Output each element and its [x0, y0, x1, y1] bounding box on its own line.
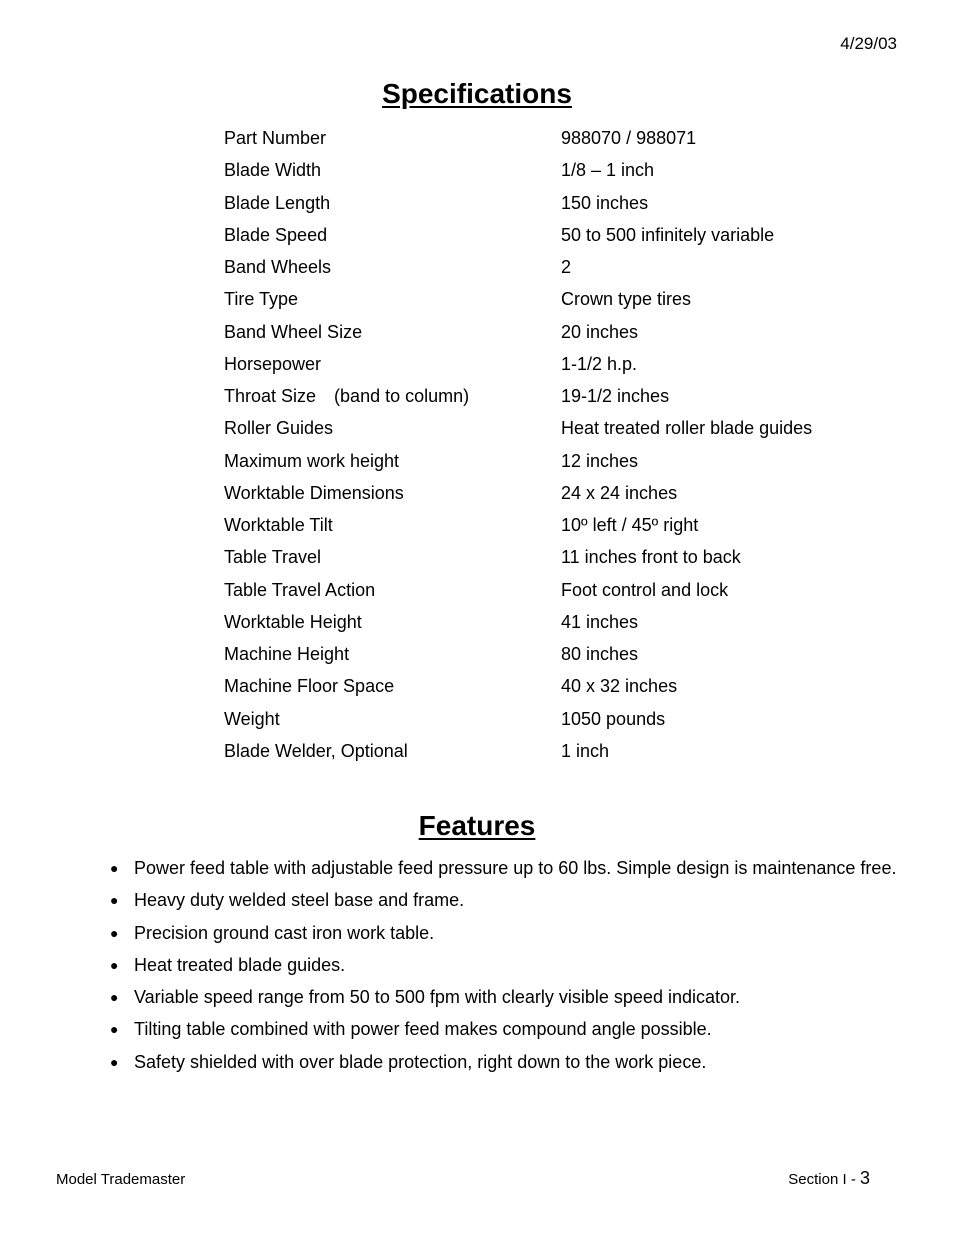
bullet-icon: ● [110, 1021, 119, 1038]
bullet-icon: ● [110, 989, 119, 1006]
specifications-heading: Specifications [382, 78, 572, 109]
spec-value: 41 inches [561, 611, 639, 632]
feature-item [110, 949, 910, 981]
bullet-icon: ● [110, 860, 119, 876]
spec-label-note: (band to column) [334, 386, 470, 406]
spec-value: 150 inches [561, 192, 649, 213]
spec-label: Table Travel Action [224, 579, 376, 600]
feature-text: Safety shielded with over blade protection, right down to the work piece. [134, 1051, 707, 1072]
spec-label-throat-size [224, 380, 469, 412]
bullet-icon: ● [110, 924, 119, 941]
spec-label: Worktable Height [224, 611, 362, 632]
feature-item [110, 1013, 910, 1045]
spec-label: Blade Speed [224, 224, 328, 245]
spec-value: 1 inch [561, 740, 610, 761]
spec-label: Machine Floor Space [224, 676, 395, 697]
spec-label: Maximum work height [224, 450, 400, 471]
features-heading: Features [418, 810, 536, 841]
spec-label: Tire Type [224, 289, 299, 310]
page-number: 3 [859, 1168, 870, 1188]
spec-label: Band Wheel Size [224, 321, 363, 342]
spec-value: Heat treated roller blade guides [561, 418, 813, 439]
spec-label-text: Throat Size [224, 386, 317, 406]
spec-label: Worktable Dimensions [224, 482, 404, 503]
feature-text: Power feed table with adjustable feed pressure up to 60 lbs. Simple design is maintenance free. [134, 858, 897, 878]
spec-label: Horsepower [224, 353, 322, 374]
feature-text: Precision ground cast iron work table. [134, 922, 435, 943]
feature-item [110, 917, 910, 949]
spec-label: Weight [224, 708, 280, 729]
feature-text: Heat treated blade guides. [134, 954, 346, 975]
feature-item [110, 852, 910, 884]
bullet-icon: ● [110, 892, 119, 909]
footer-section-label: Section I - [788, 1171, 860, 1188]
spec-value: 988070 / 988071 [561, 128, 697, 148]
spec-value: Foot control and lock [561, 579, 729, 600]
footer-model: Model Trademaster [56, 1171, 186, 1188]
bullet-icon: ● [110, 956, 119, 973]
spec-label: Worktable Tilt [224, 515, 333, 535]
spec-label: Part Number [224, 128, 327, 148]
spec-label: Machine Height [224, 644, 350, 664]
spec-label: Blade Welder, Optional [224, 740, 408, 761]
spec-label: Table Travel [224, 547, 322, 568]
spec-value: 19-1/2 inches [561, 386, 670, 406]
spec-value: 24 x 24 inches [561, 482, 678, 503]
spec-value: 2 [561, 257, 572, 277]
spec-value: 1-1/2 h.p. [561, 353, 638, 374]
spec-label: Roller Guides [224, 418, 334, 439]
spec-value: 80 inches [561, 644, 639, 664]
spec-value: 12 inches [561, 450, 639, 471]
feature-text: Heavy duty welded steel base and frame. [134, 890, 465, 911]
bullet-icon: ● [110, 1053, 119, 1070]
feature-item [110, 981, 910, 1013]
spec-label: Blade Width [224, 160, 322, 181]
spec-value: 50 to 500 infinitely variable [561, 224, 775, 245]
feature-item [110, 884, 910, 916]
spec-value: 1/8 – 1 inch [561, 160, 655, 181]
spec-value: 10º left / 45º right [561, 515, 699, 535]
spec-value: 40 x 32 inches [561, 676, 678, 697]
feature-text: Variable speed range from 50 to 500 fpm with clearly visible speed indicator. [134, 987, 740, 1008]
footer-section [788, 1168, 870, 1189]
spec-label: Band Wheels [224, 257, 332, 277]
spec-value: 11 inches front to back [561, 547, 741, 568]
feature-text: Tilting table combined with power feed makes compound angle possible. [134, 1019, 712, 1040]
feature-item [110, 1046, 910, 1078]
spec-value: 1050 pounds [561, 708, 666, 729]
document-date: 4/29/03 [840, 34, 897, 53]
spec-label: Blade Length [224, 192, 331, 213]
spec-value: 20 inches [561, 321, 639, 342]
features-list [110, 852, 910, 1078]
spec-value: Crown type tires [561, 289, 692, 310]
